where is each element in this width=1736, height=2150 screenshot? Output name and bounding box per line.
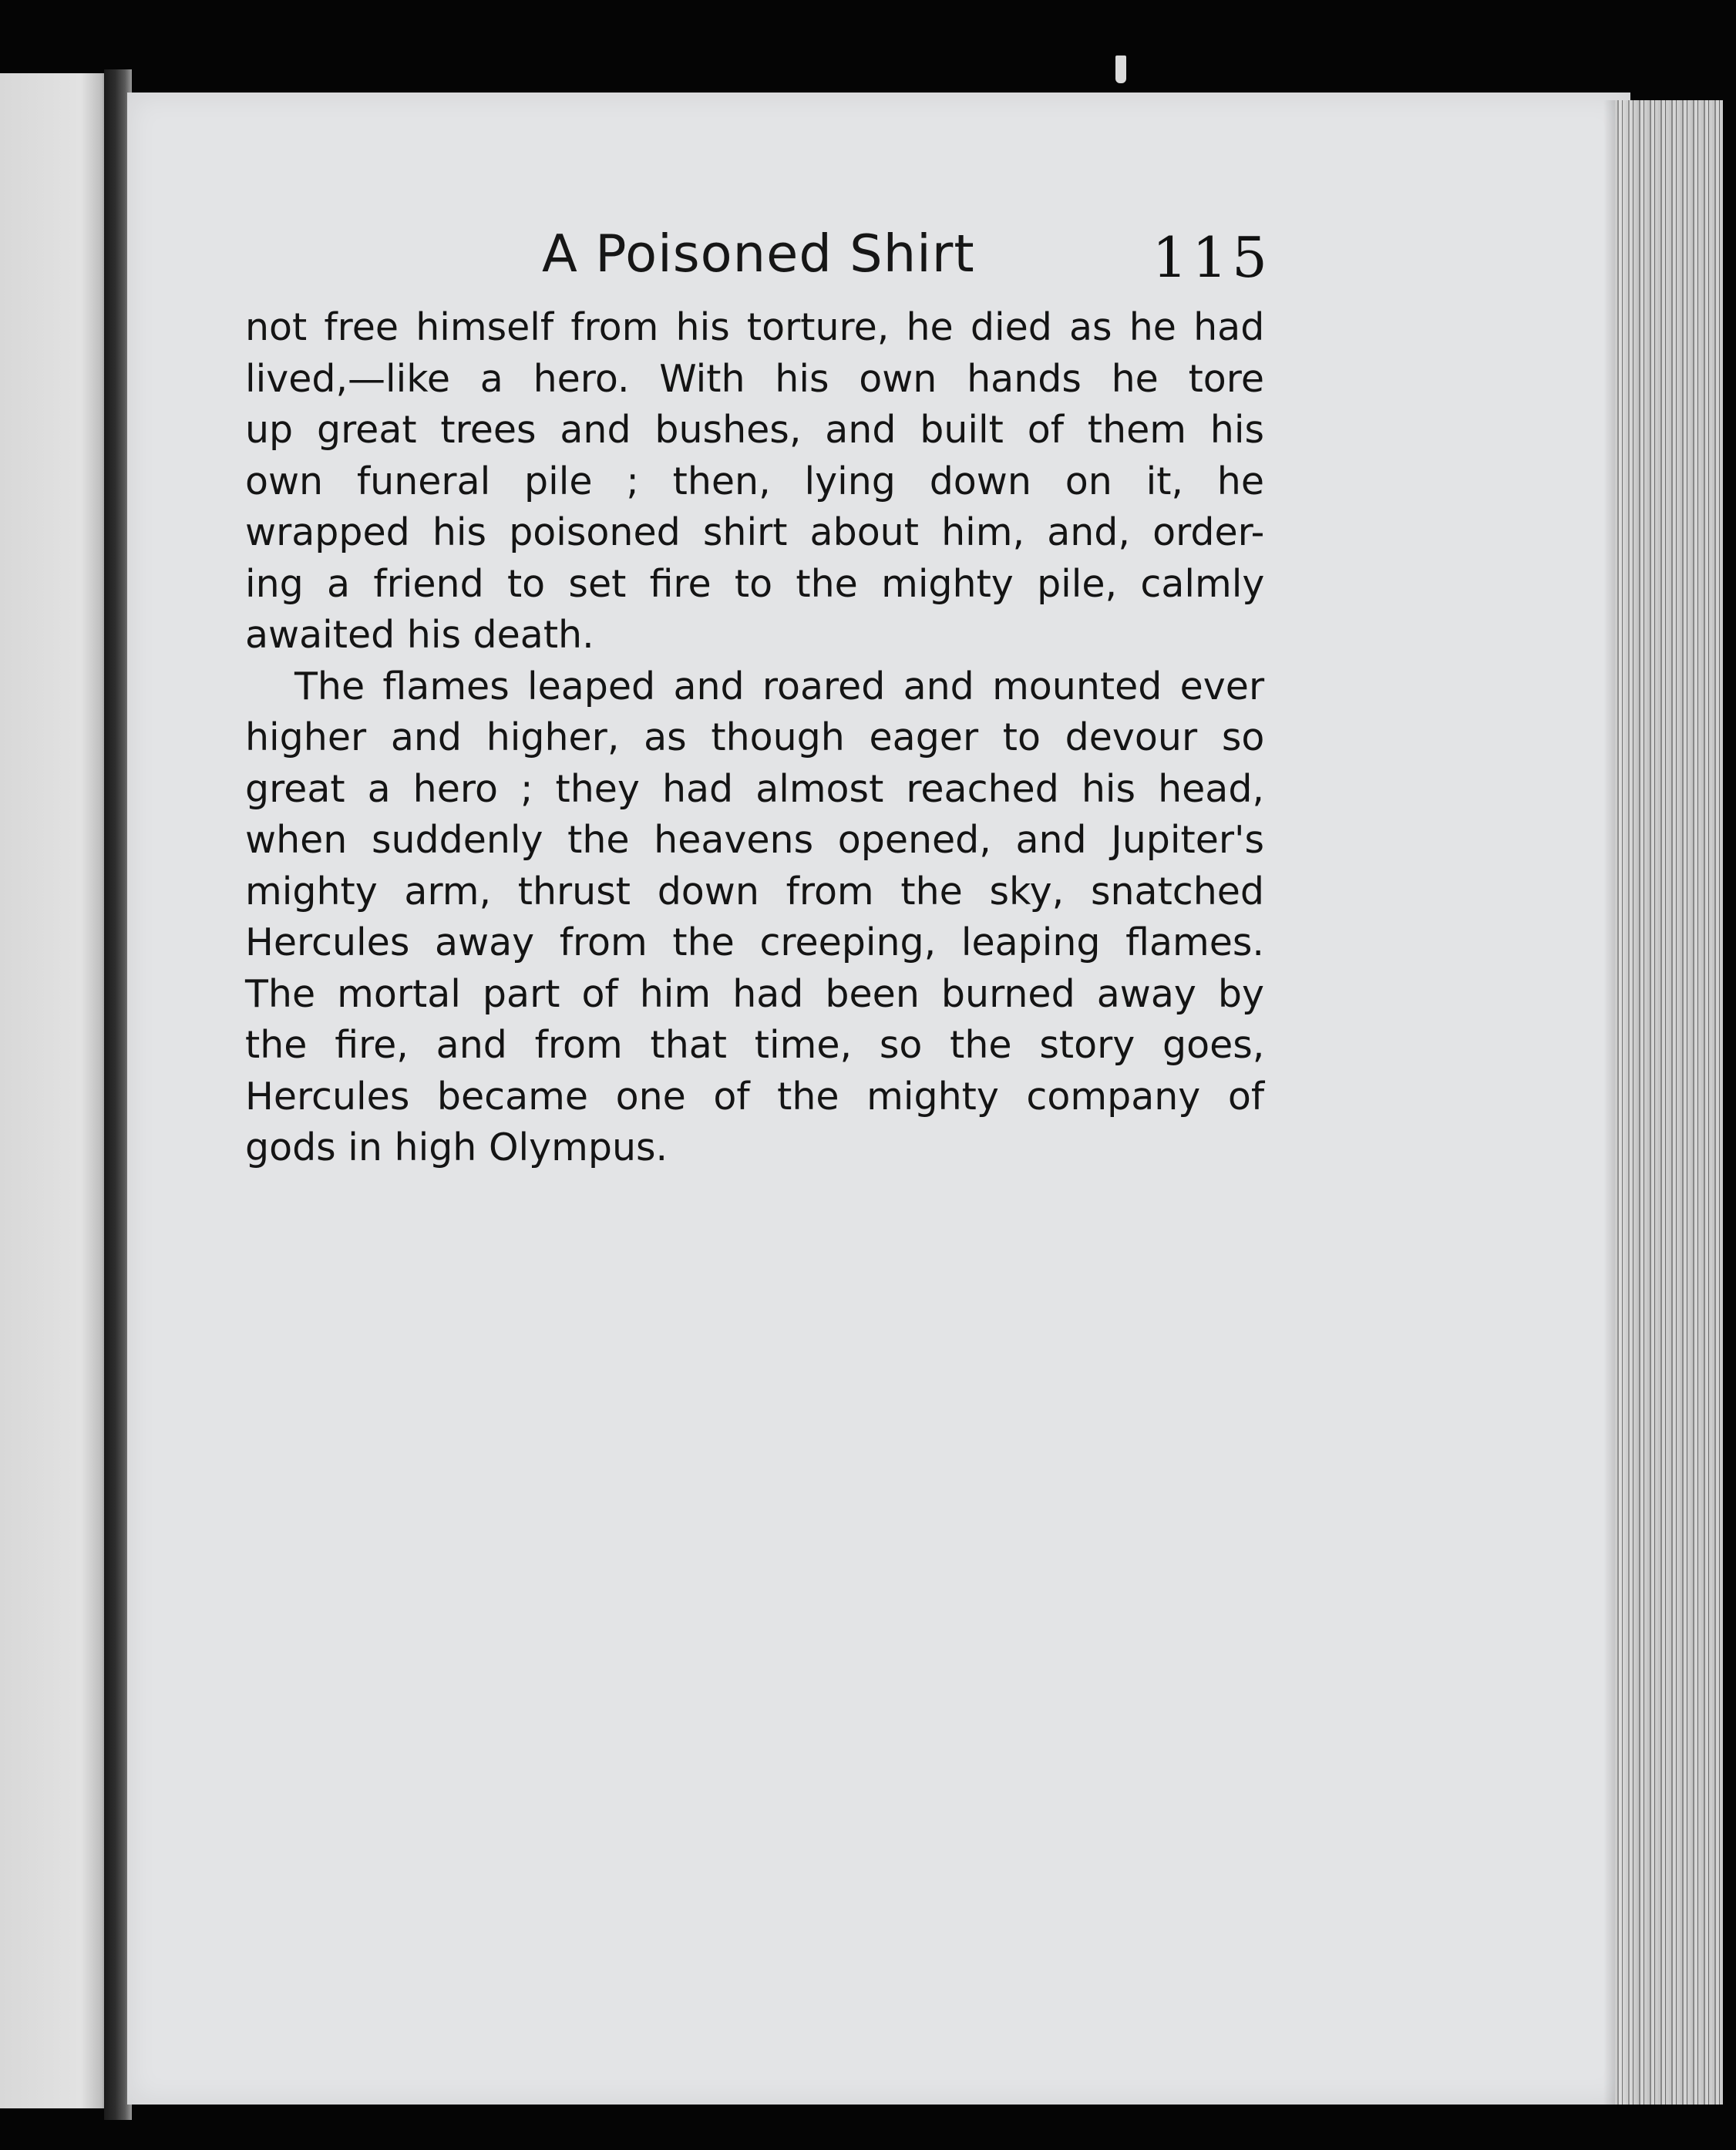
paragraph-1 xyxy=(245,302,1264,661)
text-line: not free himself from his torture, he died as he had xyxy=(245,305,1265,349)
text-line: when suddenly the heavens opened, and Jupiter's xyxy=(245,818,1264,862)
text-line: wrapped his poisoned shirt about him, and, order- xyxy=(245,510,1265,554)
text-line: gods in high Olympus. xyxy=(245,1125,668,1169)
text-line: higher and higher, as though eager to devour so xyxy=(245,715,1265,759)
facing-page-edge xyxy=(0,73,116,2108)
text-line: up great trees and bushes, and built of them his xyxy=(245,408,1264,452)
text-line: Hercules away from the creeping, leaping flames. xyxy=(245,920,1264,964)
scan-mark xyxy=(1115,56,1126,83)
running-head xyxy=(247,224,1272,293)
text-line: The mortal part of him had been burned away by xyxy=(245,971,1264,1016)
page-number: 115 xyxy=(1152,225,1272,290)
text-line: ing a friend to set fire to the mighty pile, calmly xyxy=(245,561,1265,606)
paragraph-2 xyxy=(245,661,1264,1174)
text-line: Hercules became one of the mighty company of xyxy=(245,1074,1265,1119)
text-line: lived,—like a hero. With his own hands he tore xyxy=(245,356,1264,401)
running-head-title: A Poisoned Shirt xyxy=(542,224,975,284)
text-line: The flames leaped and roared and mounted ever xyxy=(294,664,1265,708)
page-stack-edge xyxy=(1615,100,1723,2105)
text-line: own funeral pile ; then, lying down on it, he xyxy=(245,459,1264,503)
body-text xyxy=(245,302,1264,1174)
text-line: the fire, and from that time, so the story goes, xyxy=(245,1023,1265,1067)
text-line: awaited his death. xyxy=(245,613,594,657)
text-line: great a hero ; they had almost reached his head, xyxy=(245,766,1264,811)
text-line: mighty arm, thrust down from the sky, snatched xyxy=(245,869,1265,913)
